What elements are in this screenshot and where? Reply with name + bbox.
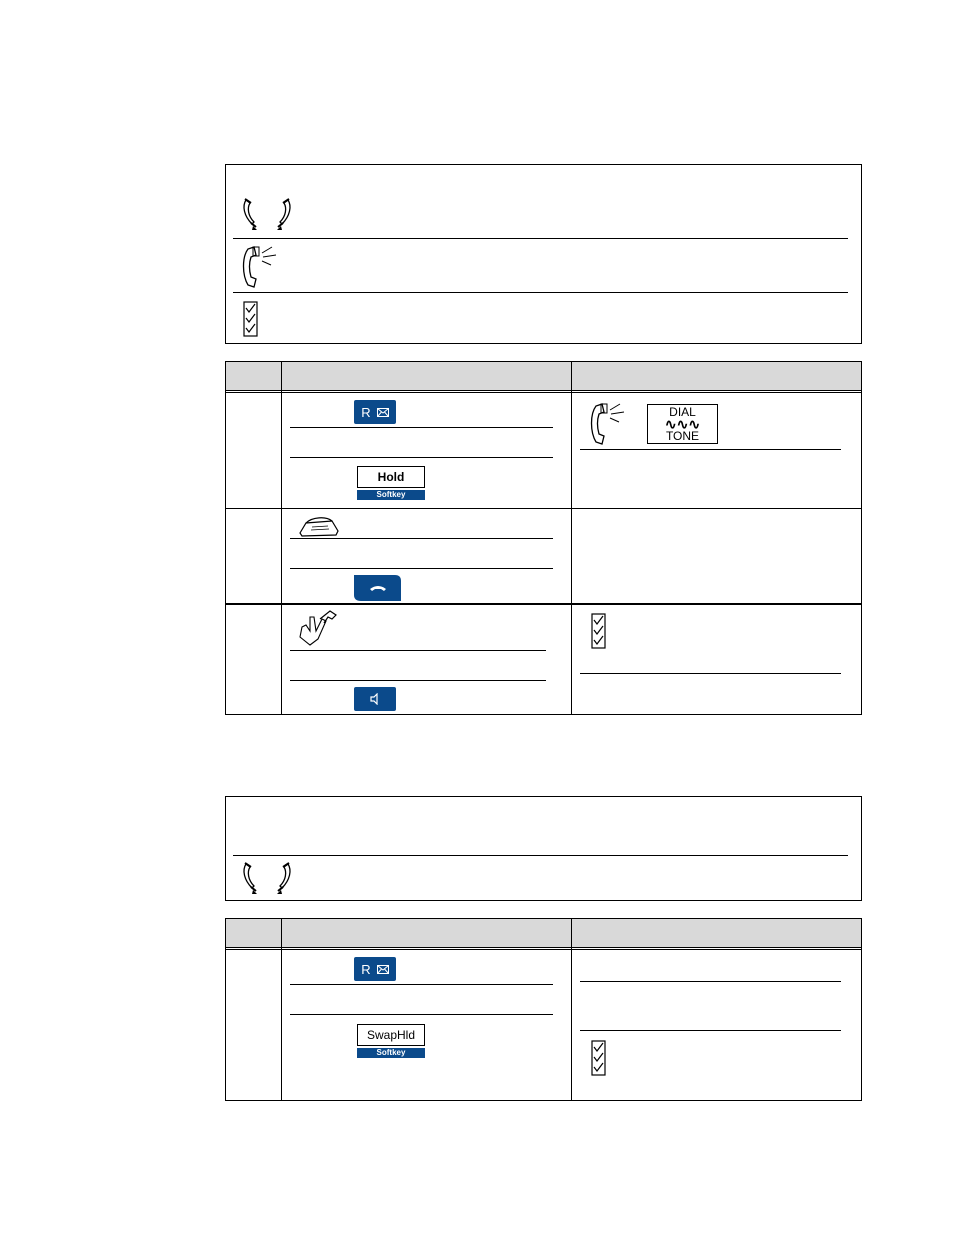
recall-key-label: R	[361, 404, 371, 420]
description-box-2	[225, 796, 862, 901]
table-header-1	[226, 362, 861, 391]
hand-lift-handset-icon	[296, 609, 340, 649]
recall-key[interactable]	[354, 400, 396, 424]
two-handsets-icon	[240, 196, 294, 234]
softkey-tag: Softkey	[357, 1048, 425, 1058]
swaphld-softkey[interactable]	[357, 1024, 425, 1058]
checklist-icon	[243, 301, 259, 337]
phone-on-hook-icon	[298, 515, 340, 537]
release-key-icon[interactable]	[354, 575, 402, 601]
speaker-key[interactable]	[354, 687, 396, 711]
handset-tone-icon	[238, 243, 282, 291]
recall-key-label: R	[361, 961, 371, 977]
swaphld-softkey-label: SwapHld	[357, 1024, 425, 1046]
hold-softkey-label: Hold	[357, 466, 425, 488]
checklist-icon	[591, 1040, 607, 1076]
recall-key[interactable]	[354, 957, 396, 981]
hold-softkey[interactable]	[357, 466, 425, 500]
dial-tone-indicator	[647, 404, 718, 444]
checklist-icon	[591, 613, 607, 649]
dial-tone-wave: ∿∿∿	[664, 416, 701, 432]
softkey-tag: Softkey	[357, 490, 425, 500]
dial-tone-line1: DIAL	[669, 405, 696, 419]
description-box-1	[225, 164, 862, 344]
two-handsets-icon	[240, 860, 294, 898]
dial-tone-line2: TONE	[665, 429, 700, 443]
speaker-icon	[369, 693, 381, 705]
handset-tone-icon	[586, 400, 630, 448]
envelope-icon	[377, 408, 389, 417]
envelope-icon	[377, 965, 389, 974]
table-header-2	[226, 919, 861, 948]
